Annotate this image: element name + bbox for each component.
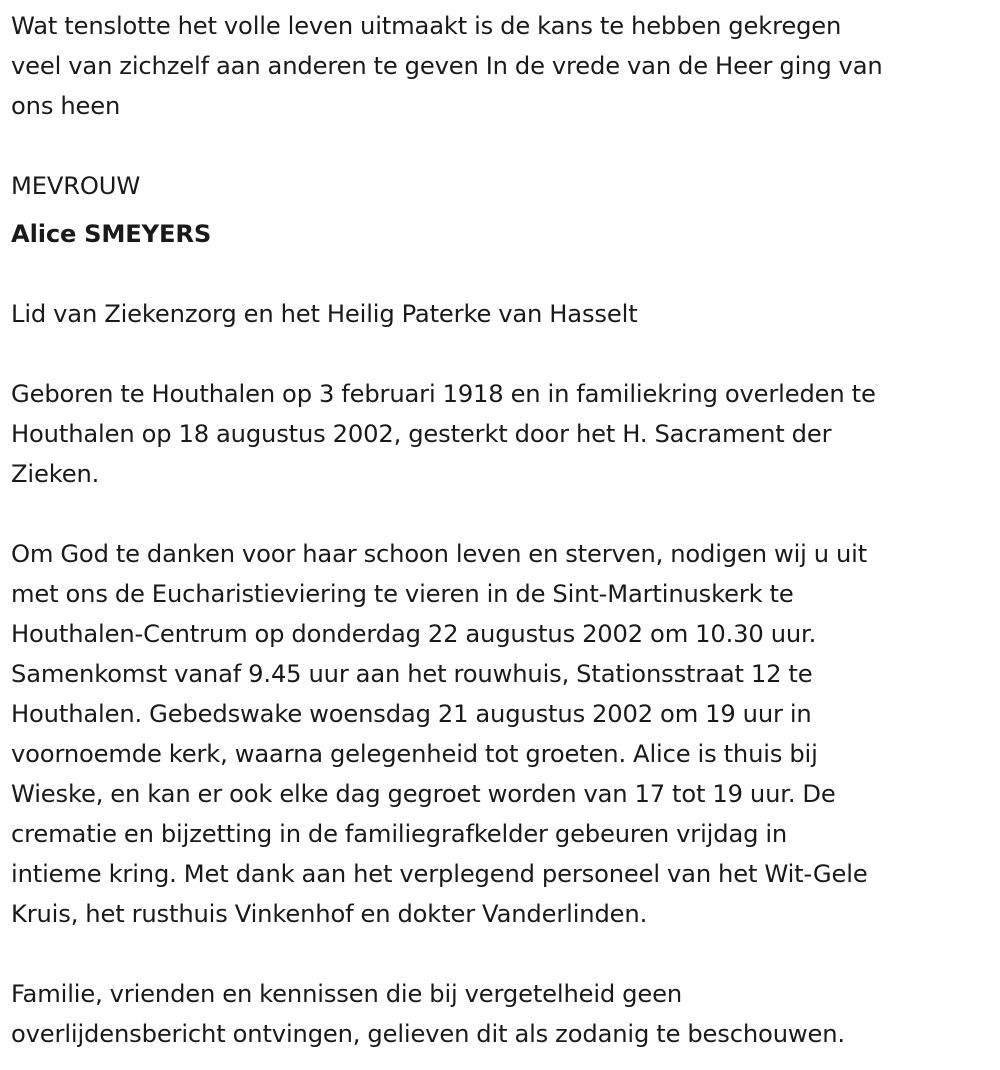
intro-paragraph	[11, 6, 986, 126]
ceremony-line: voornoemde kerk, waarna gelegenheid tot groeten. Alice is thuis bij	[11, 740, 818, 768]
membership-line: Lid van Ziekenzorg en het Heilig Paterke van Hasselt	[11, 300, 638, 328]
intro-line: ons heen	[11, 92, 121, 120]
paragraph-spacer	[11, 494, 986, 534]
birth-death-paragraph	[11, 374, 986, 494]
ceremony-line: Samenkomst vanaf 9.45 uur aan het rouwhuis, Stationsstraat 12 te	[11, 660, 813, 688]
salutation: MEVROUW	[11, 172, 141, 200]
line-spacer	[11, 206, 986, 214]
paragraph-spacer	[11, 934, 986, 974]
closing-line: Familie, vrienden en kennissen die bij vergetelheid geen	[11, 980, 683, 1008]
ceremony-line: Wieske, en kan er ook elke dag gegroet worden van 17 tot 19 uur. De	[11, 780, 836, 808]
ceremony-line: Kruis, het rusthuis Vinkenhof en dokter Vanderlinden.	[11, 900, 648, 928]
ceremony-line: Om God te danken voor haar schoon leven en sterven, nodigen wij u uit	[11, 540, 868, 568]
paragraph-spacer	[11, 254, 986, 294]
paragraph-spacer	[11, 334, 986, 374]
birth-death-line: Zieken.	[11, 460, 100, 488]
intro-line: veel van zichzelf aan anderen te geven In de vrede van de Heer ging van	[11, 52, 883, 80]
ceremony-line: Houthalen. Gebedswake woensdag 21 augustus 2002 om 19 uur in	[11, 700, 812, 728]
obituary-notice	[11, 6, 986, 1054]
paragraph-spacer	[11, 126, 986, 166]
birth-death-line: Houthalen op 18 augustus 2002, gesterkt door het H. Sacrament der	[11, 420, 832, 448]
intro-line: Wat tenslotte het volle leven uitmaakt is de kans te hebben gekregen	[11, 12, 842, 40]
ceremony-line: Houthalen-Centrum op donderdag 22 augustus 2002 om 10.30 uur.	[11, 620, 817, 648]
ceremony-line: met ons de Eucharistieviering te vieren in de Sint-Martinuskerk te	[11, 580, 794, 608]
ceremony-line: crematie en bijzetting in de familiegrafkelder gebeuren vrijdag in	[11, 820, 788, 848]
deceased-name: Alice SMEYERS	[11, 220, 212, 248]
ceremony-paragraph	[11, 534, 986, 934]
closing-paragraph	[11, 974, 986, 1054]
ceremony-line: intieme kring. Met dank aan het verplegend personeel van het Wit-Gele	[11, 860, 868, 888]
closing-line: overlijdensbericht ontvingen, gelieven dit als zodanig te beschouwen.	[11, 1020, 845, 1048]
birth-death-line: Geboren te Houthalen op 3 februari 1918 en in familiekring overleden te	[11, 380, 876, 408]
